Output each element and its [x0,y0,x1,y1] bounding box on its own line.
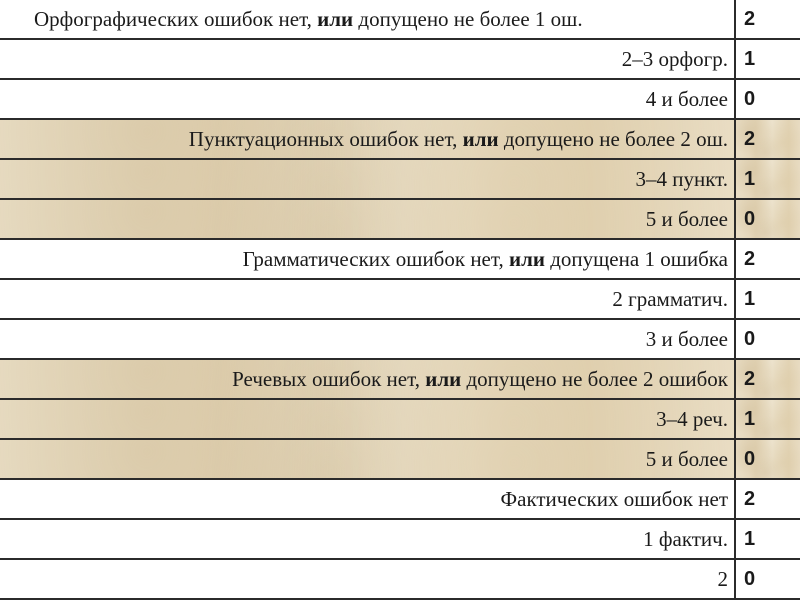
criterion-text-tail: допущено не более 1 ош. [353,6,583,31]
criterion-text: Речевых ошибок нет, [232,366,426,391]
table-row [0,399,800,439]
criterion-cell [0,199,735,239]
table-row [0,319,800,359]
criterion-cell [0,159,735,199]
score-cell: 0 [735,319,800,359]
criterion-cell [0,439,735,479]
table-row [0,0,800,39]
score-cell: 1 [735,399,800,439]
table-row [0,39,800,79]
criterion-text: 3 и более [645,326,728,351]
table-row [0,519,800,559]
criterion-cell [0,0,735,39]
score-cell: 2 [735,119,800,159]
criterion-text: Фактических ошибок нет [500,486,728,511]
criterion-cell [0,359,735,399]
criterion-cell [0,559,735,599]
criterion-text: 5 и более [645,206,728,231]
score-cell: 0 [735,199,800,239]
table-row [0,159,800,199]
criterion-text: 3–4 реч. [656,406,728,431]
criterion-text: 4 и более [645,86,728,111]
criterion-text: 2 [717,566,728,591]
criterion-cell [0,239,735,279]
criterion-text: Грамматических ошибок нет, [242,246,509,271]
criterion-text: 5 и более [645,446,728,471]
criterion-cell [0,279,735,319]
criterion-cell [0,399,735,439]
criterion-emphasis: или [462,126,499,151]
table-row [0,359,800,399]
criterion-text: 1 фактич. [643,526,728,551]
criterion-cell [0,39,735,79]
table-row [0,479,800,519]
score-cell: 2 [735,0,800,39]
score-cell: 0 [735,79,800,119]
score-cell: 2 [735,359,800,399]
criterion-text-tail: допущена 1 ошибка [544,246,728,271]
table-row [0,79,800,119]
table-row [0,559,800,599]
table-row [0,199,800,239]
score-cell: 1 [735,39,800,79]
criterion-cell [0,79,735,119]
score-cell: 2 [735,479,800,519]
table-row [0,119,800,159]
score-cell: 2 [735,239,800,279]
criterion-text: 2 грамматич. [612,286,728,311]
criterion-emphasis: или [508,246,545,271]
criterion-cell [0,119,735,159]
table-row [0,439,800,479]
criterion-cell [0,519,735,559]
criterion-text: 3–4 пункт. [635,166,728,191]
criterion-emphasis: или [317,6,354,31]
criterion-emphasis: или [425,366,462,391]
score-cell: 1 [735,279,800,319]
criterion-text: Орфографических ошибок нет, [34,6,318,31]
criterion-text-tail: допущено не более 2 ошибок [461,366,728,391]
score-cell: 0 [735,559,800,599]
score-cell: 0 [735,439,800,479]
criterion-cell [0,479,735,519]
table-row [0,279,800,319]
criterion-text: Пунктуационных ошибок нет, [188,126,463,151]
table-row [0,239,800,279]
criterion-text-tail: допущено не более 2 ош. [498,126,728,151]
score-cell: 1 [735,519,800,559]
criterion-text: 2–3 орфогр. [621,46,728,71]
score-cell: 1 [735,159,800,199]
criterion-cell [0,319,735,359]
